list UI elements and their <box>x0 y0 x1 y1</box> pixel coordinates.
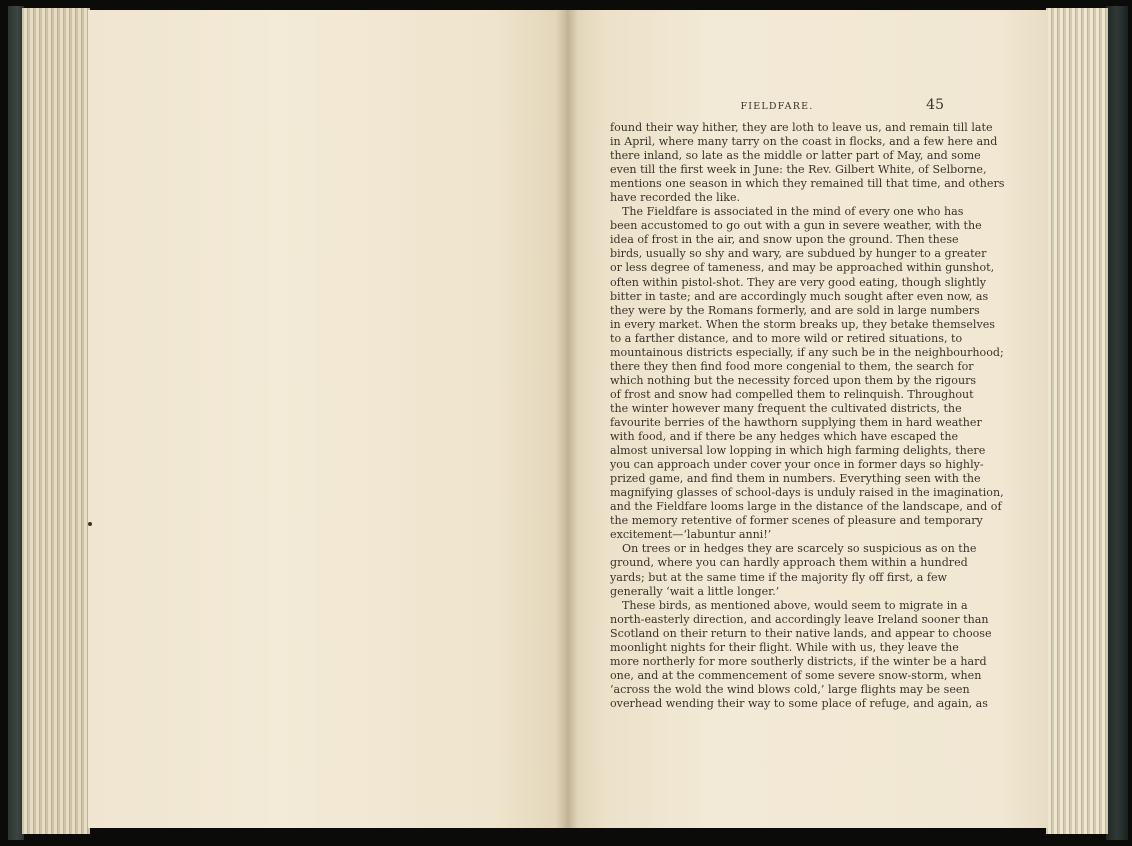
text-line: moonlight nights for their flight. While with us, they leave the <box>610 640 959 654</box>
gutter-shadow <box>556 10 578 828</box>
text-line: mountainous districts especially, if any such be in the neighbourhood; <box>610 345 1004 359</box>
text-line: birds, usually so shy and wary, are subdued by hunger to a greater <box>610 247 987 261</box>
text-line: more northerly for more southerly districts, if the winter be a hard <box>610 654 987 668</box>
text-line: of frost and snow had compelled them to relinquish. Throughout <box>610 387 974 401</box>
text-line: On trees or in hedges they are scarcely so suspicious as on the <box>622 542 977 556</box>
book-cover-right <box>1106 6 1128 840</box>
text-line: favourite berries of the hawthorn supplying them in hard weather <box>610 415 982 429</box>
text-line: in every market. When the storm breaks up, they betake themselves <box>610 317 995 331</box>
text-line: they were by the Romans formerly, and are sold in large numbers <box>610 303 980 317</box>
margin-mark <box>88 522 92 526</box>
text-line: prized game, and find them in numbers. Everything seen with the <box>610 472 981 486</box>
text-line: excitement—‘labuntur anni!’ <box>610 528 772 542</box>
text-line: These birds, as mentioned above, would seem to migrate in a <box>622 598 968 612</box>
text-line: been accustomed to go out with a gun in severe weather, with the <box>610 219 982 233</box>
text-line: mentions one season in which they remained till that time, and others <box>610 177 1005 191</box>
text-line: The Fieldfare is associated in the mind of every one who has <box>622 205 964 219</box>
text-line: idea of frost in the air, and snow upon the ground. Then these <box>610 233 959 247</box>
text-line: ground, where you can hardly approach them within a hundred <box>610 556 968 570</box>
text-line: bitter in taste; and are accordingly much sought after even now, as <box>610 289 989 303</box>
page-header <box>610 97 944 117</box>
page-number: 45 <box>926 97 944 113</box>
text-line: to a farther distance, and to more wild or retired situations, to <box>610 331 963 345</box>
text-line: one, and at the commencement of some severe snow-storm, when <box>610 668 982 682</box>
text-line: with food, and if there be any hedges which have escaped the <box>610 430 959 444</box>
text-line: found their way hither, they are loth to leave us, and remain till late <box>610 121 993 134</box>
text-line: you can approach under cover your once in former days so highly- <box>610 458 984 472</box>
text-line: or less degree of tameness, and may be approached within gunshot, <box>610 261 995 275</box>
text-line: the memory retentive of former scenes of pleasure and temporary <box>610 514 983 528</box>
text-line: there they then find food more congenial to them, the search for <box>610 359 974 373</box>
running-head: FIELDFARE. <box>740 101 814 112</box>
text-line: there inland, so late as the middle or latter part of May, and some <box>610 149 981 163</box>
text-line: overhead wending their way to some place of refuge, and again, as <box>610 696 988 710</box>
text-line: which nothing but the necessity forced upon them by the rigours <box>610 373 977 387</box>
text-line: have recorded the like. <box>610 191 741 205</box>
text-line: often within pistol-shot. They are very good eating, though slightly <box>610 275 987 289</box>
text-line: yards; but at the same time if the majority fly off first, a few <box>610 570 948 584</box>
left-page <box>88 10 566 828</box>
text-line: and the Fieldfare looms large in the distance of the landscape, and of <box>610 500 1002 514</box>
text-line: north-easterly direction, and accordingly leave Ireland sooner than <box>610 612 989 626</box>
text-line: the winter however many frequent the cultivated districts, the <box>610 401 962 415</box>
page-edges-left <box>22 8 90 834</box>
text-line: Scotland on their return to their native lands, and appear to choose <box>610 626 992 640</box>
page-edges-right <box>1046 8 1108 834</box>
text-line: magnifying glasses of school-days is unduly raised in the imagination, <box>610 486 1004 500</box>
text-line: generally ‘wait a little longer.’ <box>610 584 780 598</box>
text-line: even till the first week in June: the Rev. Gilbert White, of Selborne, <box>610 163 987 177</box>
text-line: almost universal low lopping in which high farming delights, there <box>610 444 986 458</box>
text-line: ‘across the wold the wind blows cold,’ large flights may be seen <box>610 682 970 696</box>
body-text <box>610 121 1005 711</box>
text-line: in April, where many tarry on the coast in flocks, and a few here and <box>610 135 998 149</box>
